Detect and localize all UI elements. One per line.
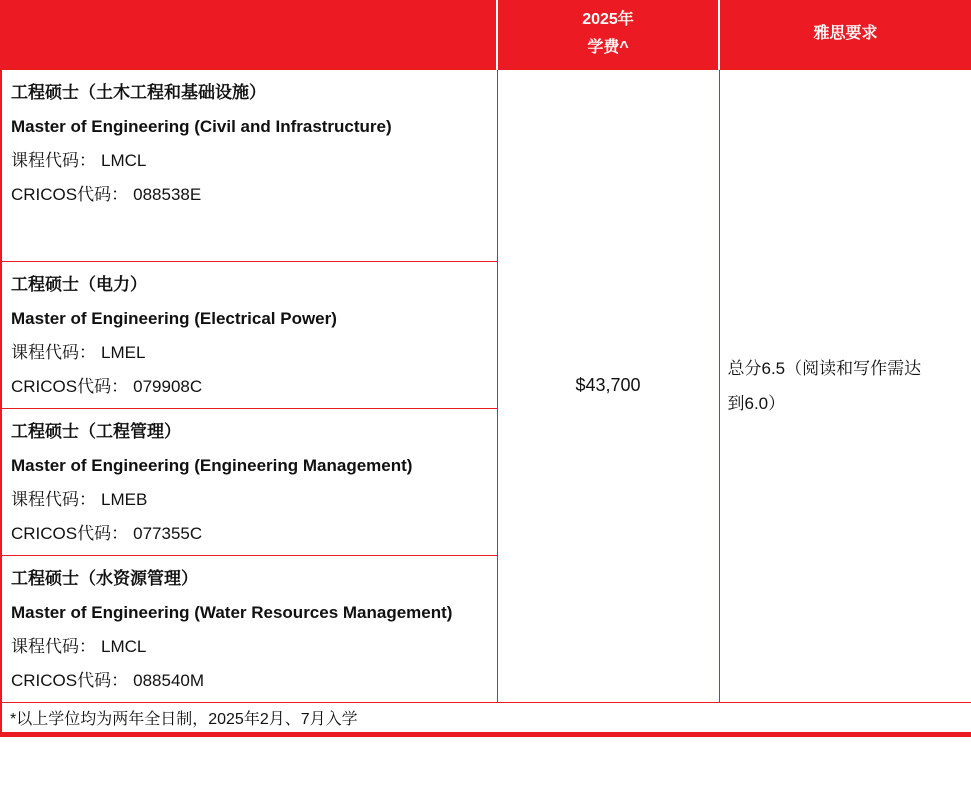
cricos-code-label: CRICOS代码： [11,376,129,396]
ielts-cell [719,69,971,702]
course-cell-electrical [1,261,497,408]
cricos-code-value: 088538E [133,184,202,204]
cricos-code-label: CRICOS代码： [11,523,129,543]
course-code-line [11,483,488,517]
course-title-en: Master of Engineering (Water Resources Management) [11,602,453,622]
cricos-code-line [11,517,488,551]
course-code-label: 课程代码： [11,489,96,509]
course-code-value: LMCL [101,150,147,170]
course-cell-civil [1,69,497,261]
footnote-row [1,702,971,734]
ielts-requirement: 总分6.5（阅读和写作需达到6.0） [727,358,922,413]
course-code-line [11,144,488,178]
cricos-code-line [11,664,488,698]
course-cell-management [1,408,497,555]
course-code-value: LMCL [101,636,147,656]
course-code-label: 课程代码： [11,342,96,362]
footnote-text: *以上学位均为两年全日制，2025年2月、7月入学 [1,702,971,734]
cricos-code-value: 079908C [133,376,203,396]
cricos-code-value: 077355C [133,523,203,543]
header-fee-year: 2025年 [582,11,634,29]
header-row [1,0,971,69]
course-code-value: LMEB [101,489,148,509]
header-ielts-label: 雅思要求 [813,25,878,43]
course-cell-water [1,555,497,702]
fee-cell [497,69,719,702]
course-title-zh: 工程硕士（水资源管理） [11,568,198,588]
table-row-civil [1,69,971,261]
course-code-line [11,336,488,370]
cricos-code-line [11,178,488,212]
course-code-line [11,630,488,664]
course-code-label: 课程代码： [11,150,96,170]
course-title-en: Master of Engineering (Engineering Management) [11,455,413,475]
course-title-en: Master of Engineering (Electrical Power) [11,308,337,328]
course-title-zh: 工程硕士（土木工程和基础设施） [11,82,266,102]
course-title-zh: 工程硕士（工程管理） [11,421,181,441]
fee-amount: $43,700 [575,375,641,395]
course-code-label: 课程代码： [11,636,96,656]
cricos-code-value: 088540M [133,670,205,690]
header-cell-fee [497,0,719,69]
course-title-zh: 工程硕士（电力） [11,274,147,294]
cricos-code-label: CRICOS代码： [11,184,129,204]
course-title-en: Master of Engineering (Civil and Infrastructure) [11,116,392,136]
cricos-code-label: CRICOS代码： [11,670,129,690]
header-fee-label: 学费^ [587,39,629,57]
header-cell-ielts [719,0,971,69]
header-cell-course [1,0,497,69]
cricos-code-line [11,370,488,404]
course-code-value: LMEL [101,342,146,362]
